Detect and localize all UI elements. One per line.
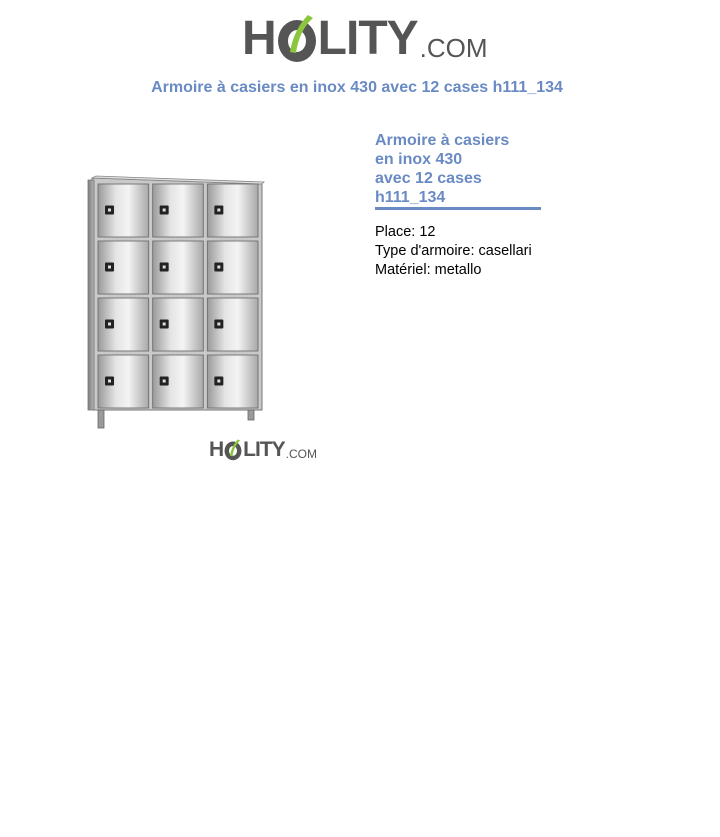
logo-small-letters-lity: LITY <box>243 438 285 461</box>
keyhole-icon <box>163 209 166 212</box>
keyhole-icon <box>217 380 220 383</box>
product-heading-line: avec 12 cases <box>375 170 482 187</box>
keyhole-icon <box>163 380 166 383</box>
spec-row-place: Place: 12 <box>375 224 436 240</box>
keyhole-icon <box>108 323 111 326</box>
page-title: Armoire à casiers en inox 430 avec 12 cases h111_134 <box>151 79 563 96</box>
spec-value: casellari <box>478 243 532 259</box>
product-heading <box>375 131 541 210</box>
spec-label: Type d'armoire <box>375 243 471 259</box>
spec-label: Matériel <box>375 262 427 278</box>
spec-row-material: Matériel: metallo <box>375 262 482 278</box>
holity-o-icon <box>275 12 319 66</box>
spec-row-type: Type d'armoire: casellari <box>375 243 532 259</box>
keyhole-icon <box>217 209 220 212</box>
keyhole-icon <box>163 266 166 269</box>
logo-letter-h: H <box>242 12 276 65</box>
keyhole-icon <box>108 209 111 212</box>
spec-value: 12 <box>419 224 436 240</box>
holity-logo[interactable] <box>242 10 488 68</box>
keyhole-icon <box>217 323 220 326</box>
product-heading-line: en inox 430 <box>375 151 463 168</box>
keyhole-icon <box>108 380 111 383</box>
keyhole-icon <box>217 266 220 269</box>
logo-letters-lity: LITY <box>317 12 418 65</box>
product-specs <box>375 223 532 280</box>
product-heading-line: Armoire à casiers <box>375 132 510 149</box>
logo-tld: .COM <box>419 33 488 63</box>
holity-o-icon-small <box>223 438 243 462</box>
spec-label: Place <box>375 224 412 240</box>
product-heading-line: h111_134 <box>375 189 446 206</box>
spec-value: metallo <box>434 262 482 278</box>
logo-small-letter-h: H <box>209 438 224 461</box>
holity-logo-small <box>209 437 317 463</box>
keyhole-icon <box>108 266 111 269</box>
keyhole-icon <box>163 323 166 326</box>
logo-small-tld: .COM <box>285 447 318 461</box>
steel-locker-cabinet-image[interactable] <box>86 174 268 432</box>
